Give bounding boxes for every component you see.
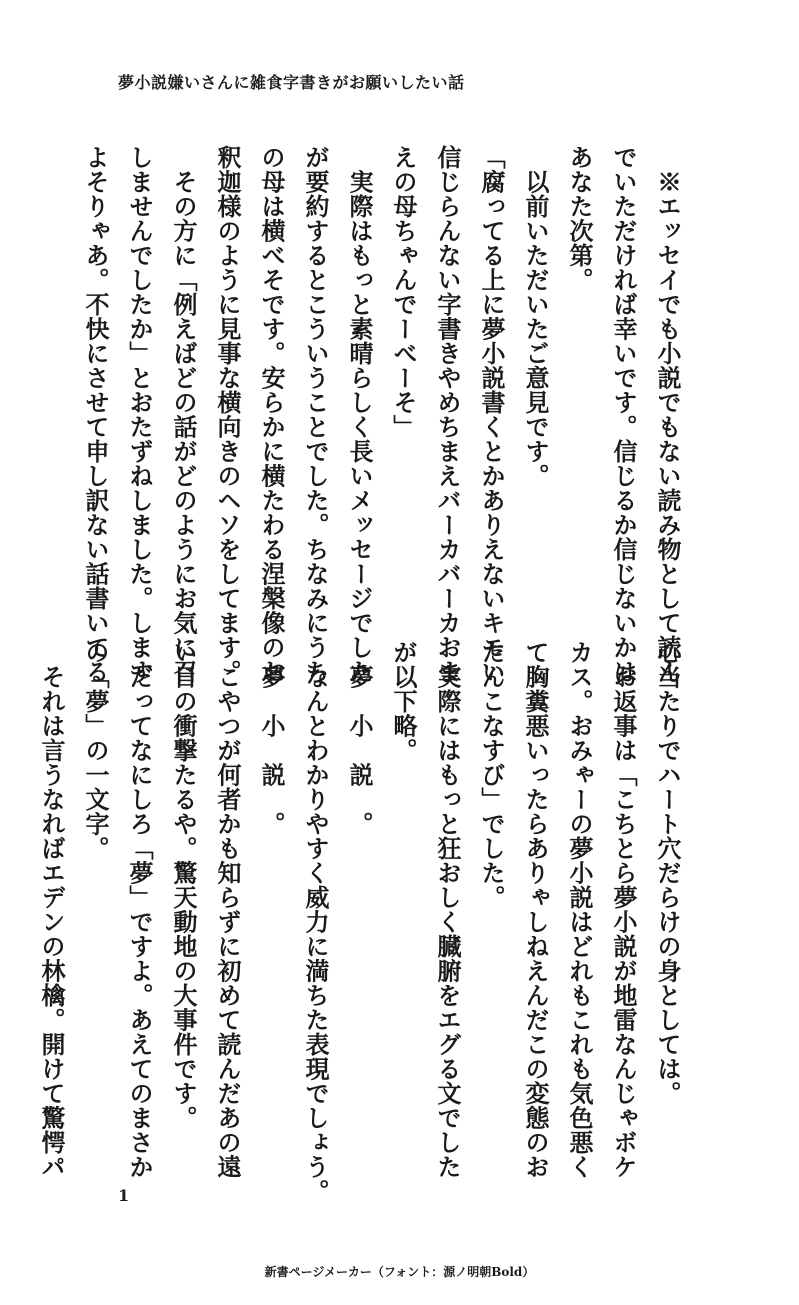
text-line: その方に「例えばどの話がどのようにお気に召 bbox=[169, 145, 198, 684]
text-line: 夢 小 説 。 bbox=[257, 640, 286, 836]
text-line: い日の衝撃たるや。驚天動地の大事件です。 bbox=[169, 640, 198, 1130]
bottom-text-block bbox=[29, 640, 689, 1204]
text-line: なんとわかりやすく威力に満ちた表現でしょう。 bbox=[301, 640, 330, 1204]
text-line: 実際にはもっと狂おしく臓腑をエグる文でした bbox=[433, 640, 462, 1179]
text-line: 以前いただいたご意見です。 bbox=[521, 145, 550, 488]
text-line: あなた次第。 bbox=[565, 145, 594, 292]
text-line: えの母ちゃんでーべーそ」 bbox=[389, 145, 418, 439]
text-line: ※エッセイでも小説でもない読み物として読ん bbox=[653, 145, 682, 684]
text-line: カス。おみゃーの夢小説はどれもこれも気色悪く bbox=[565, 640, 594, 1179]
text-line: 信じらんない字書きやめちまえバーカバーカおま bbox=[433, 145, 462, 684]
footer-credit: 新書ページメーカー（フォント：源ノ明朝Bold） bbox=[264, 1265, 535, 1279]
page-number: 1 bbox=[118, 1186, 130, 1205]
text-line: の母は横べそです。安らかに横たわる涅槃像のお bbox=[257, 145, 286, 684]
text-line: 夢 小 説 。 bbox=[345, 640, 374, 836]
text-line: こやつが何者かも知らずに初めて読んだあの遠 bbox=[213, 640, 242, 1179]
text-line: よそりゃあ。不快にさせて申し訳ない話書いてる bbox=[81, 145, 110, 684]
text-line: 「腐ってる上に夢小説書くとかありえないキモい bbox=[477, 145, 506, 684]
text-line: が以下略。 bbox=[389, 640, 418, 763]
text-line: でいただければ幸いです。信じるか信じないかは bbox=[609, 145, 638, 684]
text-line: が要約するとこういうことでした。ちなみにうち bbox=[301, 145, 330, 684]
top-text-block bbox=[73, 145, 689, 684]
text-line: お返事は「こちとら夢小説が地雷なんじゃボケ bbox=[609, 640, 638, 1179]
page-header-title: 夢小説嫌いさんに雑食字書きがお願いしたい話 bbox=[118, 73, 465, 92]
text-line: て胸糞悪いったらありゃしねえんだこの変態のお bbox=[521, 640, 550, 1179]
text-line: しませんでしたか」とおたずねしました。します bbox=[125, 145, 154, 684]
text-line: それは言うなればエデンの林檎。開けて驚愕パ bbox=[37, 640, 66, 1179]
text-line: 実際はもっと素晴らしく長いメッセージでした bbox=[345, 145, 374, 684]
text-line: 心当たりでハート穴だらけの身としては。 bbox=[653, 640, 682, 1106]
text-line: だってなにしろ「夢」ですよ。あえてのまさか bbox=[125, 640, 154, 1179]
text-line: の「夢」の一文字。 bbox=[81, 640, 110, 861]
text-line: たんこなすび」でした。 bbox=[477, 640, 506, 910]
text-line: 釈迦様のように見事な横向きのヘソをしてます。 bbox=[213, 145, 242, 684]
